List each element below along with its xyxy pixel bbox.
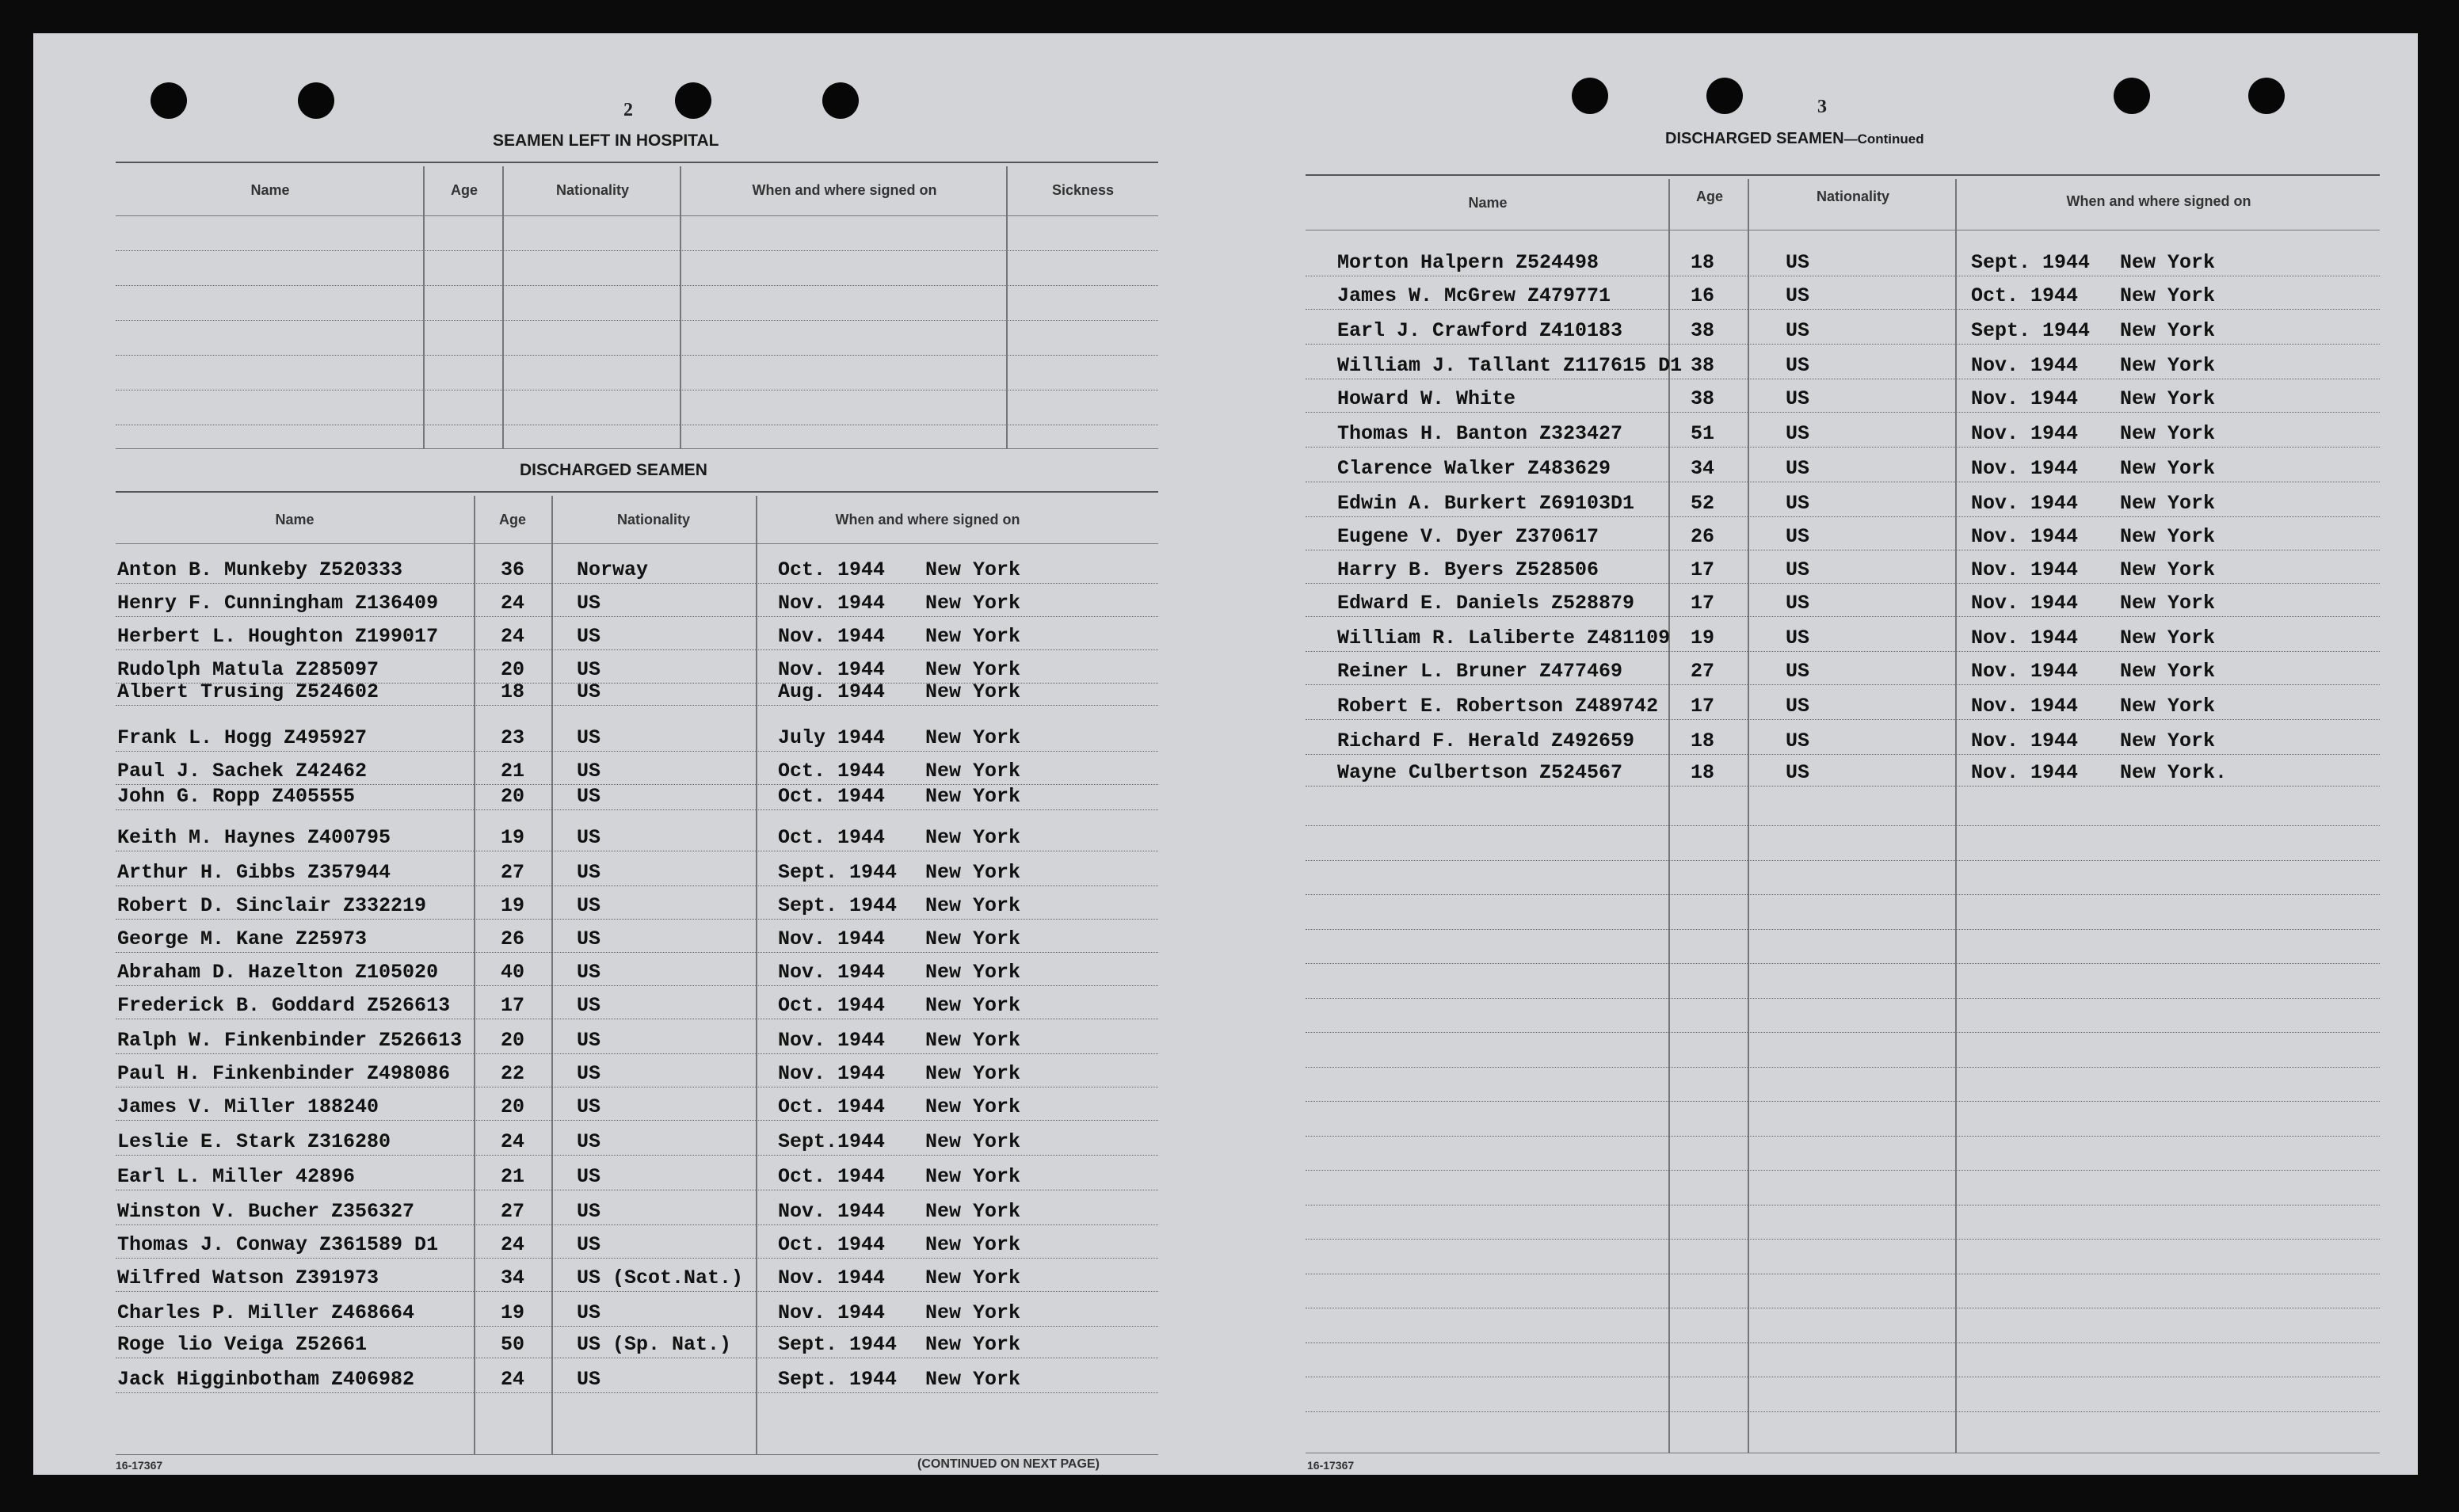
signed-on-date: Nov. 1944 bbox=[778, 1301, 886, 1324]
signed-on-date: Nov. 1944 bbox=[1971, 457, 2079, 480]
continued-section-title bbox=[1665, 130, 1924, 148]
row-rule bbox=[116, 705, 1158, 706]
punch-hole bbox=[2248, 78, 2285, 114]
signed-on-date: Nov. 1944 bbox=[778, 625, 886, 648]
row-rule bbox=[116, 1291, 1158, 1292]
seaman-nationality: US bbox=[577, 1301, 601, 1324]
signed-on-date: Nov. 1944 bbox=[778, 1200, 886, 1223]
signed-on-date: Nov. 1944 bbox=[1971, 354, 2079, 377]
seaman-nationality: US bbox=[1786, 592, 1810, 615]
seaman-age: 26 bbox=[501, 927, 525, 950]
row-rule bbox=[1306, 684, 2380, 685]
signed-on-place: New York bbox=[925, 1266, 1021, 1289]
column-divider bbox=[680, 166, 681, 448]
column-divider bbox=[1748, 179, 1749, 1453]
seaman-nationality: US bbox=[577, 927, 601, 950]
column-divider bbox=[1955, 179, 1957, 1453]
discharged-col-signed-on: When and where signed on bbox=[835, 512, 1020, 527]
row-rule bbox=[116, 809, 1158, 810]
signed-on-place: New York bbox=[925, 625, 1021, 648]
seaman-age: 38 bbox=[1691, 387, 1715, 410]
seaman-name: William J. Tallant Z117615 D1 bbox=[1337, 354, 1683, 377]
seaman-nationality: US bbox=[1786, 284, 1810, 307]
signed-on-place: New York bbox=[2120, 251, 2216, 274]
blank-row-rule bbox=[1306, 1101, 2380, 1102]
seaman-name: Winston V. Bucher Z356327 bbox=[117, 1200, 415, 1223]
punch-hole bbox=[298, 82, 334, 119]
blank-row-rule bbox=[1306, 929, 2380, 930]
seaman-nationality: US bbox=[577, 785, 601, 808]
seaman-age: 38 bbox=[1691, 319, 1715, 342]
seaman-age: 34 bbox=[1691, 457, 1715, 480]
seaman-name: Roge lio Veiga Z52661 bbox=[117, 1333, 368, 1356]
seaman-name: Harry B. Byers Z528506 bbox=[1337, 558, 1599, 581]
signed-on-date: Sept. 1944 bbox=[778, 1368, 898, 1391]
continued-col-nationality: Nationality bbox=[1816, 189, 1889, 204]
continued-title-main: DISCHARGED SEAMEN bbox=[1665, 130, 1844, 147]
hospital-table-bottom-rule bbox=[116, 448, 1158, 449]
row-rule bbox=[1306, 309, 2380, 310]
row-rule bbox=[1306, 412, 2380, 413]
continued-note: (CONTINUED ON NEXT PAGE) bbox=[917, 1457, 1100, 1471]
blank-row-rule bbox=[1306, 1032, 2380, 1033]
seaman-nationality: US (Scot.Nat.) bbox=[577, 1266, 744, 1289]
discharged-col-name: Name bbox=[275, 512, 315, 527]
seaman-nationality: US bbox=[1786, 660, 1810, 683]
punch-hole bbox=[1706, 78, 1743, 114]
signed-on-place: New York bbox=[925, 961, 1021, 984]
hospital-blank-row bbox=[116, 250, 1158, 251]
signed-on-place: New York bbox=[2120, 695, 2216, 718]
seaman-age: 20 bbox=[501, 1029, 525, 1052]
seaman-name: Wayne Culbertson Z524567 bbox=[1337, 761, 1623, 784]
seaman-name: Leslie E. Stark Z316280 bbox=[117, 1130, 391, 1153]
signed-on-place: New York bbox=[925, 1333, 1021, 1356]
seaman-age: 17 bbox=[1691, 695, 1715, 718]
signed-on-date: Oct. 1944 bbox=[778, 1095, 886, 1118]
row-rule bbox=[116, 751, 1158, 752]
seaman-nationality: US bbox=[577, 680, 601, 703]
row-rule bbox=[1306, 583, 2380, 584]
seaman-age: 24 bbox=[501, 625, 525, 648]
discharged-col-nationality: Nationality bbox=[616, 512, 690, 527]
blank-row-rule bbox=[1306, 894, 2380, 895]
seaman-age: 40 bbox=[501, 961, 525, 984]
blank-row-rule bbox=[1306, 1239, 2380, 1240]
seaman-nationality: US bbox=[577, 1233, 601, 1256]
seaman-nationality: US bbox=[577, 1165, 601, 1188]
signed-on-place: New York bbox=[2120, 319, 2216, 342]
seaman-name: Paul J. Sachek Z42462 bbox=[117, 760, 368, 783]
column-divider bbox=[756, 496, 757, 1454]
signed-on-place: New York bbox=[2120, 492, 2216, 515]
row-rule bbox=[1306, 719, 2380, 720]
signed-on-date: Nov. 1944 bbox=[778, 1062, 886, 1085]
seaman-name: William R. Laliberte Z481109 bbox=[1337, 627, 1671, 649]
seaman-age: 27 bbox=[1691, 660, 1715, 683]
blank-row-rule bbox=[1306, 1411, 2380, 1412]
seaman-name: Paul H. Finkenbinder Z498086 bbox=[117, 1062, 451, 1085]
signed-on-place: New York bbox=[925, 861, 1021, 884]
seaman-name: Earl L. Miller 42896 bbox=[117, 1165, 356, 1188]
seaman-age: 22 bbox=[501, 1062, 525, 1085]
hospital-blank-row bbox=[116, 285, 1158, 286]
row-rule bbox=[116, 1326, 1158, 1327]
seaman-age: 51 bbox=[1691, 422, 1715, 445]
seaman-age: 20 bbox=[501, 658, 525, 681]
signed-on-place: New York bbox=[2120, 457, 2216, 480]
hospital-col-nationality: Nationality bbox=[555, 182, 629, 198]
signed-on-place: New York bbox=[2120, 592, 2216, 615]
seaman-name: Frederick B. Goddard Z526613 bbox=[117, 994, 451, 1017]
signed-on-date: Nov. 1944 bbox=[1971, 387, 2079, 410]
signed-on-date: Nov. 1944 bbox=[778, 592, 886, 615]
continued-title-suffix: —Continued bbox=[1843, 131, 1924, 147]
signed-on-place: New York bbox=[2120, 729, 2216, 752]
signed-on-date: Oct. 1944 bbox=[778, 558, 886, 581]
signed-on-date: Nov. 1944 bbox=[1971, 492, 2079, 515]
seaman-name: John G. Ropp Z405555 bbox=[117, 785, 356, 808]
hospital-col-age: Age bbox=[450, 182, 478, 198]
signed-on-place: New York bbox=[2120, 558, 2216, 581]
seaman-age: 19 bbox=[501, 826, 525, 849]
seaman-age: 18 bbox=[1691, 729, 1715, 752]
discharged-col-age: Age bbox=[498, 512, 526, 527]
signed-on-date: Sept.1944 bbox=[778, 1130, 886, 1153]
seaman-name: Robert D. Sinclair Z332219 bbox=[117, 894, 427, 917]
signed-on-place: New York bbox=[925, 558, 1021, 581]
seaman-nationality: US bbox=[1786, 457, 1810, 480]
seaman-nationality: US bbox=[577, 994, 601, 1017]
seaman-age: 19 bbox=[501, 894, 525, 917]
signed-on-date: July 1944 bbox=[778, 726, 886, 749]
seaman-age: 21 bbox=[501, 1165, 525, 1188]
seaman-name: Henry F. Cunningham Z136409 bbox=[117, 592, 439, 615]
seaman-name: Albert Trusing Z524602 bbox=[117, 680, 379, 703]
seaman-name: Reiner L. Bruner Z477469 bbox=[1337, 660, 1623, 683]
signed-on-place: New York bbox=[925, 1301, 1021, 1324]
signed-on-place: New York bbox=[2120, 525, 2216, 548]
seaman-name: Edwin A. Burkert Z69103D1 bbox=[1337, 492, 1635, 515]
signed-on-date: Nov. 1944 bbox=[778, 961, 886, 984]
seaman-name: Richard F. Herald Z492659 bbox=[1337, 729, 1635, 752]
signed-on-date: Aug. 1944 bbox=[778, 680, 886, 703]
discharged-table-header-rule bbox=[116, 543, 1158, 544]
punch-hole bbox=[2114, 78, 2150, 114]
seaman-name: Howard W. White bbox=[1337, 387, 1516, 410]
row-rule bbox=[1306, 616, 2380, 617]
seaman-age: 17 bbox=[501, 994, 525, 1017]
signed-on-date: Nov. 1944 bbox=[1971, 729, 2079, 752]
seaman-nationality: US bbox=[1786, 729, 1810, 752]
row-rule bbox=[116, 1120, 1158, 1121]
seaman-name: Morton Halpern Z524498 bbox=[1337, 251, 1599, 274]
row-rule bbox=[116, 1053, 1158, 1054]
seaman-nationality: US bbox=[577, 1368, 601, 1391]
signed-on-place: New York. bbox=[2120, 761, 2228, 784]
seaman-age: 50 bbox=[501, 1333, 525, 1356]
seaman-nationality: US bbox=[1786, 251, 1810, 274]
signed-on-date: Oct. 1944 bbox=[778, 1233, 886, 1256]
seaman-nationality: US bbox=[1786, 525, 1810, 548]
seaman-age: 21 bbox=[501, 760, 525, 783]
signed-on-place: New York bbox=[925, 1368, 1021, 1391]
seaman-nationality: US bbox=[1786, 761, 1810, 784]
hospital-col-name: Name bbox=[250, 182, 290, 198]
punch-hole bbox=[1572, 78, 1608, 114]
signed-on-place: New York bbox=[925, 1062, 1021, 1085]
seaman-nationality: US bbox=[577, 1029, 601, 1052]
seaman-nationality: US bbox=[577, 592, 601, 615]
hospital-table-header-rule bbox=[116, 215, 1158, 216]
seaman-name: Keith M. Haynes Z400795 bbox=[117, 826, 391, 849]
seaman-nationality: US bbox=[577, 826, 601, 849]
seaman-nationality: US bbox=[577, 625, 601, 648]
seaman-age: 17 bbox=[1691, 592, 1715, 615]
signed-on-place: New York bbox=[925, 726, 1021, 749]
left-page-number: 2 bbox=[623, 100, 633, 120]
hospital-col-sickness: Sickness bbox=[1051, 182, 1115, 198]
hospital-blank-row bbox=[116, 355, 1158, 356]
seaman-nationality: US bbox=[1786, 387, 1810, 410]
seaman-age: 36 bbox=[501, 558, 525, 581]
left-form-number: 16-17367 bbox=[116, 1459, 163, 1472]
seaman-nationality: US bbox=[577, 760, 601, 783]
seaman-name: Anton B. Munkeby Z520333 bbox=[117, 558, 403, 581]
seaman-name: Thomas H. Banton Z323427 bbox=[1337, 422, 1623, 445]
signed-on-date: Nov. 1944 bbox=[1971, 761, 2079, 784]
right-form-number: 16-17367 bbox=[1307, 1459, 1355, 1472]
seaman-age: 24 bbox=[501, 1130, 525, 1153]
seaman-nationality: US (Sp. Nat.) bbox=[577, 1333, 732, 1356]
seaman-name: James W. McGrew Z479771 bbox=[1337, 284, 1611, 307]
seaman-age: 27 bbox=[501, 861, 525, 884]
continued-col-age: Age bbox=[1695, 189, 1723, 204]
hospital-table-top-rule bbox=[116, 162, 1158, 163]
signed-on-date: Oct. 1944 bbox=[778, 826, 886, 849]
seaman-nationality: US bbox=[577, 894, 601, 917]
signed-on-date: Nov. 1944 bbox=[1971, 558, 2079, 581]
seaman-nationality: US bbox=[577, 961, 601, 984]
signed-on-place: New York bbox=[925, 927, 1021, 950]
seaman-nationality: US bbox=[577, 1200, 601, 1223]
signed-on-date: Nov. 1944 bbox=[1971, 525, 2079, 548]
signed-on-place: New York bbox=[925, 1029, 1021, 1052]
signed-on-date: Sept. 1944 bbox=[778, 861, 898, 884]
signed-on-place: New York bbox=[925, 592, 1021, 615]
seaman-age: 19 bbox=[1691, 627, 1715, 649]
signed-on-place: New York bbox=[925, 1233, 1021, 1256]
seaman-nationality: US bbox=[1786, 695, 1810, 718]
seaman-nationality: US bbox=[577, 726, 601, 749]
seaman-nationality: US bbox=[577, 861, 601, 884]
seaman-nationality: US bbox=[1786, 319, 1810, 342]
seaman-name: Ralph W. Finkenbinder Z526613 bbox=[117, 1029, 463, 1052]
seaman-age: 24 bbox=[501, 592, 525, 615]
row-rule bbox=[1306, 344, 2380, 345]
seaman-name: Thomas J. Conway Z361589 D1 bbox=[117, 1233, 439, 1256]
row-rule bbox=[116, 1258, 1158, 1259]
seaman-age: 24 bbox=[501, 1233, 525, 1256]
seaman-name: Frank L. Hogg Z495927 bbox=[117, 726, 368, 749]
continued-col-signed-on: When and where signed on bbox=[2066, 193, 2251, 209]
signed-on-place: New York bbox=[2120, 422, 2216, 445]
seaman-name: James V. Miller 188240 bbox=[117, 1095, 379, 1118]
punch-hole bbox=[151, 82, 187, 119]
seaman-age: 19 bbox=[501, 1301, 525, 1324]
signed-on-place: New York bbox=[925, 760, 1021, 783]
seaman-nationality: Norway bbox=[577, 558, 649, 581]
seaman-age: 23 bbox=[501, 726, 525, 749]
blank-row-rule bbox=[1306, 998, 2380, 999]
seaman-nationality: US bbox=[1786, 422, 1810, 445]
row-rule bbox=[116, 1224, 1158, 1225]
seaman-name: Arthur H. Gibbs Z357944 bbox=[117, 861, 391, 884]
signed-on-date: Nov. 1944 bbox=[778, 927, 886, 950]
seaman-name: Edward E. Daniels Z528879 bbox=[1337, 592, 1635, 615]
signed-on-date: Nov. 1944 bbox=[778, 658, 886, 681]
seaman-age: 52 bbox=[1691, 492, 1715, 515]
seaman-age: 38 bbox=[1691, 354, 1715, 377]
right-page-number: 3 bbox=[1817, 97, 1827, 117]
continued-col-name: Name bbox=[1468, 195, 1508, 211]
row-rule bbox=[1306, 651, 2380, 652]
row-rule bbox=[116, 649, 1158, 650]
signed-on-date: Nov. 1944 bbox=[1971, 660, 2079, 683]
signed-on-date: Nov. 1944 bbox=[1971, 422, 2079, 445]
seaman-age: 20 bbox=[501, 1095, 525, 1118]
signed-on-date: Oct. 1944 bbox=[778, 994, 886, 1017]
signed-on-place: New York bbox=[2120, 627, 2216, 649]
hospital-blank-row bbox=[116, 320, 1158, 321]
blank-row-rule bbox=[1306, 825, 2380, 826]
seaman-name: Herbert L. Houghton Z199017 bbox=[117, 625, 439, 648]
row-rule bbox=[116, 919, 1158, 920]
seaman-nationality: US bbox=[1786, 354, 1810, 377]
hospital-section-title: SEAMEN LEFT IN HOSPITAL bbox=[493, 131, 719, 150]
blank-row-rule bbox=[1306, 1170, 2380, 1171]
seaman-name: Robert E. Robertson Z489742 bbox=[1337, 695, 1659, 718]
signed-on-place: New York bbox=[925, 785, 1021, 808]
row-rule bbox=[116, 985, 1158, 986]
signed-on-date: Oct. 1944 bbox=[778, 785, 886, 808]
row-rule bbox=[116, 583, 1158, 584]
seaman-name: Abraham D. Hazelton Z105020 bbox=[117, 961, 439, 984]
signed-on-date: Sept. 1944 bbox=[1971, 251, 2091, 274]
discharged-section-title: DISCHARGED SEAMEN bbox=[520, 461, 707, 479]
seaman-age: 16 bbox=[1691, 284, 1715, 307]
signed-on-date: Sept. 1944 bbox=[778, 894, 898, 917]
seaman-age: 34 bbox=[501, 1266, 525, 1289]
signed-on-place: New York bbox=[2120, 354, 2216, 377]
signed-on-date: Oct. 1944 bbox=[778, 760, 886, 783]
blank-row-rule bbox=[1306, 860, 2380, 861]
row-rule bbox=[116, 616, 1158, 617]
seaman-age: 26 bbox=[1691, 525, 1715, 548]
blank-row-rule bbox=[1306, 1136, 2380, 1137]
seaman-age: 18 bbox=[1691, 761, 1715, 784]
seaman-name: Earl J. Crawford Z410183 bbox=[1337, 319, 1623, 342]
hospital-col-signed-on: When and where signed on bbox=[752, 182, 937, 198]
seaman-name: George M. Kane Z25973 bbox=[117, 927, 368, 950]
column-divider bbox=[502, 166, 504, 448]
seaman-age: 18 bbox=[1691, 251, 1715, 274]
row-rule bbox=[116, 1155, 1158, 1156]
signed-on-date: Nov. 1944 bbox=[778, 1029, 886, 1052]
continued-table-top-rule bbox=[1306, 174, 2380, 176]
column-divider bbox=[423, 166, 425, 448]
document-sheet bbox=[33, 33, 2418, 1475]
seaman-nationality: US bbox=[577, 1062, 601, 1085]
seaman-name: Clarence Walker Z483629 bbox=[1337, 457, 1611, 480]
column-divider bbox=[551, 496, 553, 1454]
signed-on-place: New York bbox=[925, 680, 1021, 703]
signed-on-date: Nov. 1944 bbox=[1971, 592, 2079, 615]
seaman-age: 27 bbox=[501, 1200, 525, 1223]
discharged-table-bottom-rule bbox=[116, 1454, 1158, 1455]
column-divider bbox=[1006, 166, 1008, 448]
seaman-name: Wilfred Watson Z391973 bbox=[117, 1266, 379, 1289]
punch-hole bbox=[822, 82, 859, 119]
row-rule bbox=[1306, 447, 2380, 448]
signed-on-date: Nov. 1944 bbox=[1971, 695, 2079, 718]
signed-on-place: New York bbox=[925, 1130, 1021, 1153]
signed-on-place: New York bbox=[925, 1095, 1021, 1118]
row-rule bbox=[116, 1392, 1158, 1393]
seaman-nationality: US bbox=[577, 1095, 601, 1118]
signed-on-place: New York bbox=[2120, 284, 2216, 307]
discharged-table-top-rule bbox=[116, 491, 1158, 493]
seaman-nationality: US bbox=[1786, 492, 1810, 515]
row-rule bbox=[116, 952, 1158, 953]
seaman-nationality: US bbox=[1786, 627, 1810, 649]
seaman-name: Eugene V. Dyer Z370617 bbox=[1337, 525, 1599, 548]
signed-on-date: Sept. 1944 bbox=[778, 1333, 898, 1356]
seaman-age: 20 bbox=[501, 785, 525, 808]
seaman-age: 18 bbox=[501, 680, 525, 703]
signed-on-date: Oct. 1944 bbox=[778, 1165, 886, 1188]
blank-row-rule bbox=[1306, 1067, 2380, 1068]
seaman-age: 17 bbox=[1691, 558, 1715, 581]
signed-on-place: New York bbox=[925, 1200, 1021, 1223]
blank-row-rule bbox=[1306, 963, 2380, 964]
row-rule bbox=[1306, 516, 2380, 517]
signed-on-place: New York bbox=[925, 658, 1021, 681]
seaman-nationality: US bbox=[577, 658, 601, 681]
seaman-nationality: US bbox=[1786, 558, 1810, 581]
seaman-name: Charles P. Miller Z468664 bbox=[117, 1301, 415, 1324]
signed-on-place: New York bbox=[925, 894, 1021, 917]
signed-on-place: New York bbox=[2120, 660, 2216, 683]
punch-hole bbox=[675, 82, 711, 119]
seaman-name: Jack Higginbotham Z406982 bbox=[117, 1368, 415, 1391]
row-rule bbox=[1306, 754, 2380, 755]
signed-on-place: New York bbox=[925, 1165, 1021, 1188]
column-divider bbox=[474, 496, 475, 1454]
seaman-name: Rudolph Matula Z285097 bbox=[117, 658, 379, 681]
seaman-age: 24 bbox=[501, 1368, 525, 1391]
signed-on-place: New York bbox=[925, 994, 1021, 1017]
signed-on-date: Nov. 1944 bbox=[778, 1266, 886, 1289]
signed-on-date: Sept. 1944 bbox=[1971, 319, 2091, 342]
signed-on-date: Oct. 1944 bbox=[1971, 284, 2079, 307]
signed-on-date: Nov. 1944 bbox=[1971, 627, 2079, 649]
signed-on-place: New York bbox=[2120, 387, 2216, 410]
seaman-nationality: US bbox=[577, 1130, 601, 1153]
row-rule bbox=[116, 885, 1158, 886]
signed-on-place: New York bbox=[925, 826, 1021, 849]
